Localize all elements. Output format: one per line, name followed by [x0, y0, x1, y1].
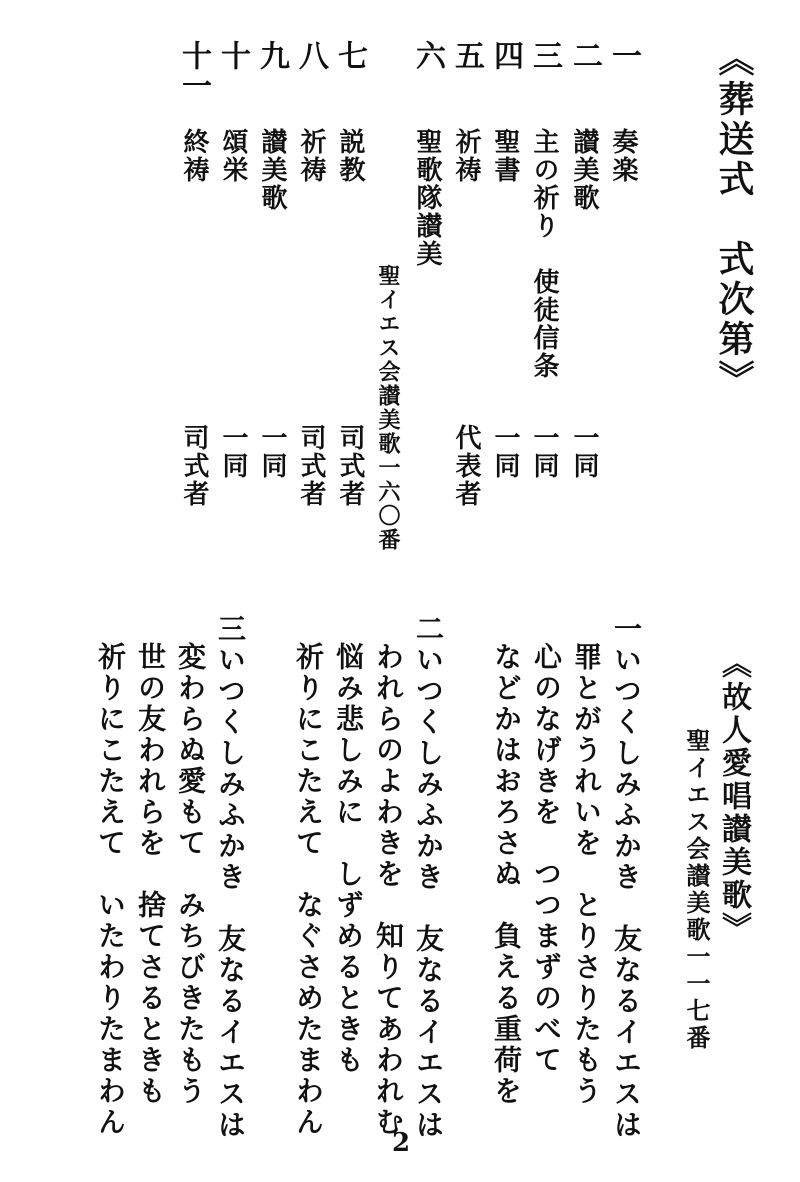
item-role: 司式者	[335, 424, 365, 508]
item-name: 祈祷	[296, 128, 326, 184]
item-role: 代表者	[451, 424, 481, 508]
lyric-line: われらのよわきを 知りてあわれむ	[372, 642, 405, 1138]
item-number: 七	[332, 40, 367, 70]
item-role: 一同	[257, 424, 287, 480]
hymn-title: 《故人愛唱讃美歌》	[716, 648, 751, 945]
item-role: 一同	[529, 424, 559, 480]
item-name: 主の祈り 使徒信条	[529, 128, 559, 380]
item-name: 讃美歌	[569, 128, 599, 212]
lyric-line: 罪とがうれいを とりさりたもう	[570, 642, 603, 1107]
item-number: 一	[606, 40, 641, 70]
lyric-line: 変わらぬ愛もて みちびきたもう	[174, 642, 207, 1107]
item-number: 九	[254, 40, 289, 70]
lyric-line: 世の友われらを 捨てさるときも	[134, 642, 167, 1107]
item-role: 一同	[569, 424, 599, 480]
funeral-order-title: 《葬送式 式次第》	[713, 40, 755, 400]
item-name: 頌栄	[218, 128, 248, 184]
item-name: 説教	[335, 128, 365, 184]
item-name: 奏楽	[608, 128, 638, 184]
item-number: 三	[527, 40, 562, 70]
item-role: 一同	[490, 424, 520, 480]
item-number: 十	[215, 40, 250, 70]
item-number: 六	[410, 40, 445, 70]
item-role: 司式者	[296, 424, 326, 508]
item-name: 聖書	[490, 128, 520, 184]
lyric-line: 三いつくしみふかき 友なるイエスは	[214, 614, 247, 1141]
item-number: 十一	[176, 40, 211, 100]
page-number: 2	[392, 1128, 411, 1158]
item-number: 二	[567, 40, 602, 70]
lyric-line: 祈りにこたえて いたわりたまわん	[94, 642, 127, 1138]
item-number: 五	[449, 40, 484, 70]
lyric-line: 心のなげきを つつまずのべて	[530, 642, 563, 1076]
item-name: 讃美歌	[257, 128, 287, 212]
lyric-line: 二いつくしみふかき 友なるイエスは	[412, 614, 445, 1141]
lyric-line: などかはおろさぬ 負える重荷を	[490, 642, 523, 1107]
item-name: 祈祷	[451, 128, 481, 184]
item-role: 司式者	[179, 424, 209, 508]
lyric-line: 一いつくしみふかき 友なるイエスは	[610, 614, 643, 1141]
item-note: 聖イエス会讃美歌一六〇番	[375, 264, 401, 552]
lyric-line: 祈りにこたえて なぐさめたまわん	[292, 642, 325, 1138]
hymn-subtitle: 聖イエス会讃美歌一一七番	[682, 728, 711, 1052]
item-name: 聖歌隊讃美	[412, 128, 442, 268]
item-name: 終祷	[179, 128, 209, 184]
lyric-line: 悩み悲しみに しずめるときも	[332, 642, 365, 1076]
item-number: 八	[293, 40, 328, 70]
item-number: 四	[488, 40, 523, 70]
item-role: 一同	[218, 424, 248, 480]
